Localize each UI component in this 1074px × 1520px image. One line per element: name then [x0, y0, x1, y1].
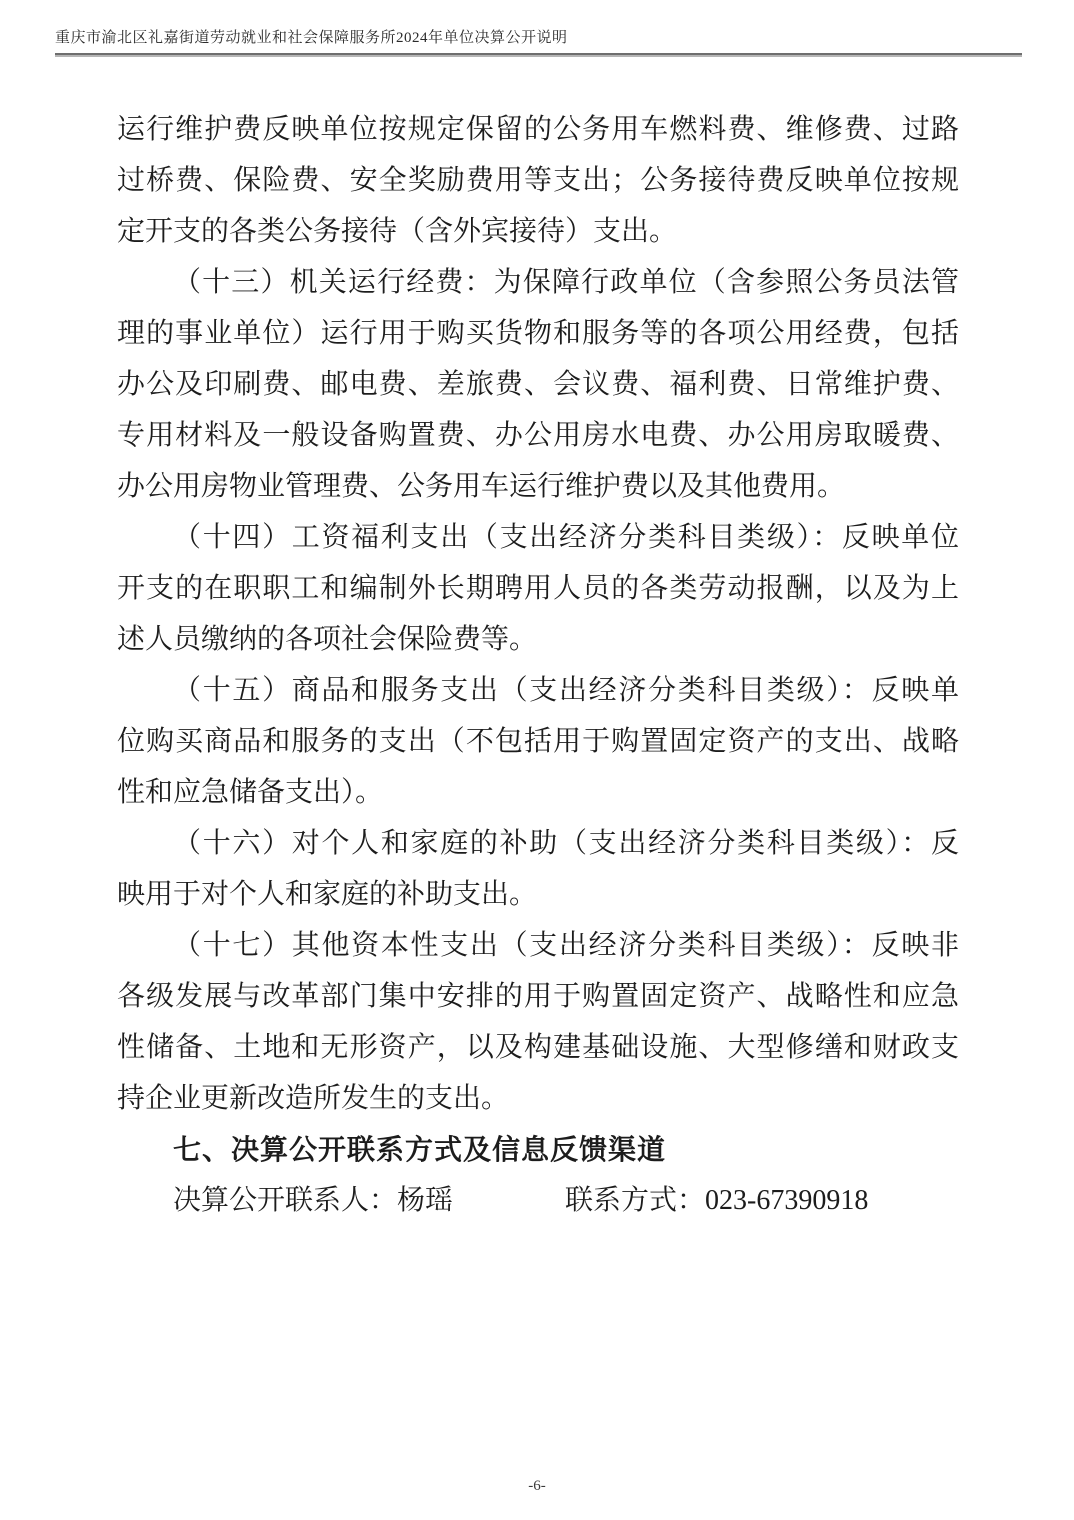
- document-body: [117, 104, 959, 1226]
- paragraph-line: 定开支的各类公务接待（含外宾接待）支出。: [117, 216, 678, 247]
- running-header: [55, 28, 1022, 55]
- paragraph-line: 专用材料及一般设备购置费、办公用房水电费、办公用房取暖费、: [117, 420, 959, 451]
- contact-line: [117, 1175, 959, 1226]
- paragraph-line: （十四）工资福利支出（支出经济分类科目类级）：反映单位: [173, 522, 959, 553]
- paragraph-line: 办公用房物业管理费、公务用车运行维护费以及其他费用。: [117, 471, 846, 502]
- contact-phone: 联系方式：023-67390918: [565, 1185, 869, 1216]
- contact-person: 决算公开联系人：杨瑶: [173, 1185, 454, 1216]
- paragraph-line: （十五）商品和服务支出（支出经济分类科目类级）：反映单: [173, 675, 959, 706]
- paragraph-line: 述人员缴纳的各项社会保险费等。: [117, 624, 538, 655]
- paragraph-line: 各级发展与改革部门集中安排的用于购置固定资产、战略性和应急: [117, 981, 959, 1012]
- paragraph-line: 开支的在职职工和编制外长期聘用人员的各类劳动报酬，以及为上: [117, 573, 959, 604]
- paragraph-line: （十三）机关运行经费：为保障行政单位（含参照公务员法管: [173, 267, 959, 298]
- running-header-title: 重庆市渝北区礼嘉街道劳动就业和社会保障服务所2024年单位决算公开说明: [55, 30, 568, 46]
- paragraph-line: 性和应急储备支出）。: [117, 777, 384, 808]
- heading-text: 七、决算公开联系方式及信息反馈渠道: [173, 1134, 667, 1165]
- paragraph-line: （十七）其他资本性支出（支出经济分类科目类级）：反映非: [173, 930, 959, 961]
- paragraph-line: 办公及印刷费、邮电费、差旅费、会议费、福利费、日常维护费、: [117, 369, 959, 400]
- paragraph-line: 位购买商品和服务的支出（不包括用于购置固定资产的支出、战略: [117, 726, 959, 757]
- header-rule: [55, 53, 1022, 55]
- section-heading: [117, 1124, 959, 1175]
- paragraph-line: 映用于对个人和家庭的补助支出。: [117, 879, 538, 910]
- paragraph: [117, 818, 959, 920]
- paragraph-line: 性储备、土地和无形资产，以及构建基础设施、大型修缮和财政支: [117, 1032, 959, 1063]
- paragraph-line: 过桥费、保险费、安全奖励费用等支出；公务接待费反映单位按规: [117, 165, 959, 196]
- paragraph-line: （十六）对个人和家庭的补助（支出经济分类科目类级）：反: [173, 828, 959, 859]
- paragraph: [117, 665, 959, 818]
- page-number: -6-: [528, 1478, 546, 1494]
- paragraph-line: 持企业更新改造所发生的支出。: [117, 1083, 510, 1114]
- paragraph: [117, 104, 959, 257]
- page-footer: [0, 1478, 1074, 1495]
- paragraph: [117, 920, 959, 1124]
- paragraph-line: 运行维护费反映单位按规定保留的公务用车燃料费、维修费、过路: [117, 114, 959, 145]
- paragraph-line: 理的事业单位）运行用于购买货物和服务等的各项公用经费，包括: [117, 318, 959, 349]
- paragraph: [117, 257, 959, 512]
- paragraph: [117, 512, 959, 665]
